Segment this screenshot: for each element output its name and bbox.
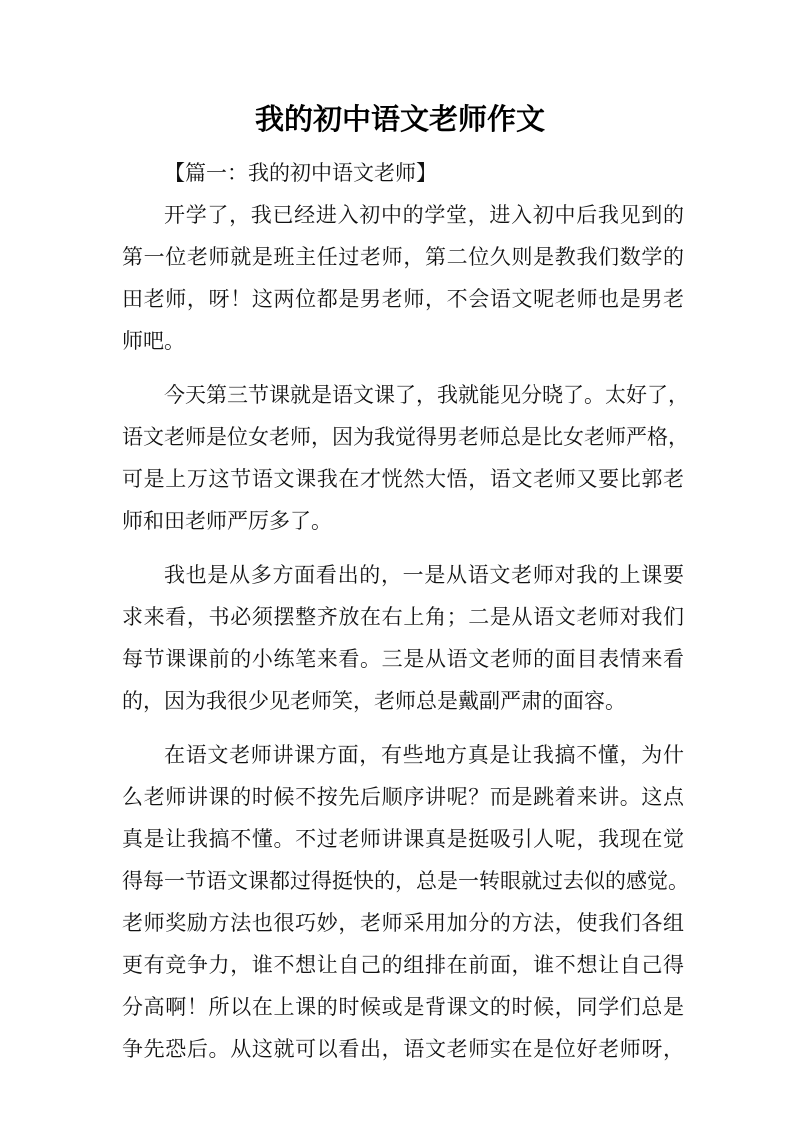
paragraph-line: 语文老师是位女老师，因为我觉得男老师总是比女老师严格， <box>122 425 689 449</box>
paragraph-1 <box>122 194 684 362</box>
paragraph-line: 师吧。 <box>122 329 185 353</box>
paragraph-line: 得每一节语文课都过得挺快的，总是一转眼就过去似的感觉。 <box>122 869 689 893</box>
section-heading: 【篇一：我的初中语文老师】 <box>164 161 437 185</box>
paragraph-line: 每节课课前的小练笔来看。三是从语文老师的面目表情来看 <box>122 647 684 671</box>
paragraph-line: 在语文老师讲课方面，有些地方真是让我搞不懂，为什 <box>164 743 684 767</box>
paragraph-2 <box>122 374 689 542</box>
paragraph-line: 老师奖励方法也很巧妙，老师采用加分的方法，使我们各组 <box>122 911 684 935</box>
paragraph-line: 真是让我搞不懂。不过老师讲课真是挺吸引人呢，我现在觉 <box>122 827 684 851</box>
paragraph-line: 田老师，呀！这两位都是男老师，不会语文呢老师也是男老 <box>122 287 684 311</box>
paragraph-line: 争先恐后。从这就可以看出，语文老师实在是位好老师呀， <box>122 1037 684 1061</box>
paragraph-line: 求来看，书必须摆整齐放在右上角；二是从语文老师对我们 <box>122 605 684 629</box>
document-body <box>122 152 689 1070</box>
paragraph-line: 第一位老师就是班主任过老师，第二位久则是教我们数学的 <box>122 245 684 269</box>
paragraph-line: 分高啊！所以在上课的时候或是背课文的时候，同学们总是 <box>122 995 684 1019</box>
paragraph-line: 今天第三节课就是语文课了，我就能见分晓了。太好了， <box>164 383 689 407</box>
paragraph-line: 的，因为我很少见老师笑，老师总是戴副严肃的面容。 <box>122 689 626 713</box>
paragraph-line: 更有竞争力，谁不想让自己的组排在前面，谁不想让自己得 <box>122 953 684 977</box>
paragraph-4 <box>122 734 689 1070</box>
paragraph-line: 我也是从多方面看出的，一是从语文老师对我的上课要 <box>164 563 684 587</box>
paragraph-3 <box>122 554 684 722</box>
paragraph-line: 师和田老师严厉多了。 <box>122 509 332 533</box>
paragraph-line: 可是上万这节语文课我在才恍然大悟，语文老师又要比郭老 <box>122 467 684 491</box>
paragraph-line: 么老师讲课的时候不按先后顺序讲呢？而是跳着来讲。这点 <box>122 785 684 809</box>
paragraph-line: 开学了，我已经进入初中的学堂，进入初中后我见到的 <box>164 203 684 227</box>
document-title: 我的初中语文老师作文 <box>254 102 545 136</box>
